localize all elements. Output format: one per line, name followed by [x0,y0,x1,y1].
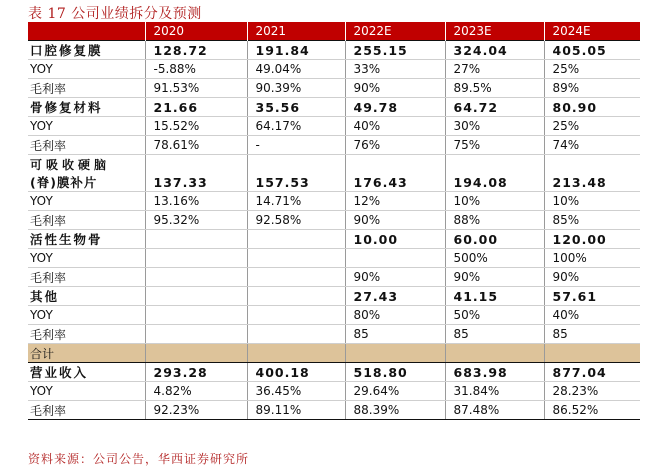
table-cell: 25% [544,117,640,136]
table-cell: 21.66 [145,98,247,117]
table-cell: 92.23% [145,401,247,420]
row-label: 毛利率 [28,79,145,98]
table-row [28,306,640,325]
table-cell: 90% [345,79,445,98]
table-row [28,211,640,230]
table-cell: 60.00 [445,230,544,249]
table-cell: 64.72 [445,98,544,117]
table-cell: 75% [445,136,544,155]
table-cell: 90% [345,268,445,287]
table-cell: 25% [544,60,640,79]
table-cell: 87.48% [445,401,544,420]
table-cell: 13.16% [145,192,247,211]
table-cell [145,287,247,306]
row-label: 其他 [28,287,145,306]
table-cell: 41.15 [445,287,544,306]
table-cell: 157.53 [247,173,345,192]
table-cell: 29.64% [345,382,445,401]
table-cell: 76% [345,136,445,155]
table-cell: 90% [445,268,544,287]
table-cell: 40% [544,306,640,325]
table-cell: 85 [445,325,544,344]
table-cell [145,325,247,344]
table-cell: 64.17% [247,117,345,136]
table-row [28,287,640,306]
table-cell: 10% [544,192,640,211]
table-cell: 88.39% [345,401,445,420]
table-cell: 33% [345,60,445,79]
earnings-forecast-table [28,22,640,420]
table-cell: 89% [544,79,640,98]
table-cell: 400.18 [247,363,345,382]
table-cell: 10% [445,192,544,211]
row-label: 毛利率 [28,211,145,230]
table-cell: 324.04 [445,41,544,60]
table-cell: 92.58% [247,211,345,230]
table-row [28,41,640,60]
table-cell [145,249,247,268]
table-cell: 80% [345,306,445,325]
source-note: 资料来源：公司公告，华西证券研究所 [28,452,250,466]
row-label: 合计 [28,344,145,363]
row-label: 毛利率 [28,325,145,344]
row-label: YOY [28,192,145,211]
table-cell: 89.5% [445,79,544,98]
table-cell [145,306,247,325]
table-cell: 74% [544,136,640,155]
table-cell: 27.43 [345,287,445,306]
row-label: 可吸收硬脑 [28,155,145,174]
table-row [28,173,640,192]
table-cell: 877.04 [544,363,640,382]
table-cell: 49.04% [247,60,345,79]
table-cell: 518.80 [345,363,445,382]
table-row [28,382,640,401]
table-cell [145,230,247,249]
table-cell [345,249,445,268]
header-row [28,22,640,41]
table-row [28,325,640,344]
table-cell: 500% [445,249,544,268]
row-label: YOY [28,249,145,268]
row-label: 营业收入 [28,363,145,382]
table-cell: 89.11% [247,401,345,420]
table-cell: 85% [544,211,640,230]
table-cell: 255.15 [345,41,445,60]
row-label: 毛利率 [28,401,145,420]
header-cell: 2022E [345,22,445,41]
table-cell: 90% [345,211,445,230]
table-cell: 85 [544,325,640,344]
table-cell: 90% [544,268,640,287]
table-row [28,60,640,79]
table-cell [247,155,345,174]
table-row [28,268,640,287]
row-label: YOY [28,306,145,325]
table-cell: 12% [345,192,445,211]
table-row [28,136,640,155]
table-cell: 86.52% [544,401,640,420]
header-cell: 2020 [145,22,247,41]
table-row [28,344,640,363]
table-cell [544,344,640,363]
table-cell [247,306,345,325]
table-cell: 30% [445,117,544,136]
table-cell: 293.28 [145,363,247,382]
table-row [28,401,640,420]
table-cell: 213.48 [544,173,640,192]
table-title: 表 17 公司业绩拆分及预测 [28,6,202,22]
table-cell: -5.88% [145,60,247,79]
table-cell [544,155,640,174]
table-cell: 405.05 [544,41,640,60]
header-cell: 2023E [445,22,544,41]
table-cell: 90.39% [247,79,345,98]
table-cell: 78.61% [145,136,247,155]
table-cell: 88% [445,211,544,230]
row-label: YOY [28,117,145,136]
table-cell [247,344,345,363]
table-row [28,79,640,98]
table-cell: 91.53% [145,79,247,98]
table-cell: 95.32% [145,211,247,230]
table-cell: 31.84% [445,382,544,401]
table-row [28,192,640,211]
row-label: 毛利率 [28,268,145,287]
table-cell: 100% [544,249,640,268]
table-cell: 36.45% [247,382,345,401]
table-cell: 15.52% [145,117,247,136]
header-cell: 2021 [247,22,345,41]
table-cell: 57.61 [544,287,640,306]
table-cell [445,344,544,363]
table-cell: 85 [345,325,445,344]
table-row [28,249,640,268]
table-cell: 10.00 [345,230,445,249]
table-cell: 120.00 [544,230,640,249]
table-row [28,363,640,382]
row-label: YOY [28,60,145,79]
table-cell [247,287,345,306]
row-label: YOY [28,382,145,401]
table-cell [247,249,345,268]
row-label: 口腔修复膜 [28,41,145,60]
table-row [28,98,640,117]
row-label: 活性生物骨 [28,230,145,249]
table-cell: 27% [445,60,544,79]
table-cell: 40% [345,117,445,136]
table-cell: 4.82% [145,382,247,401]
table-cell: 176.43 [345,173,445,192]
table-cell [247,325,345,344]
table-cell: 80.90 [544,98,640,117]
table-cell [445,155,544,174]
table-cell: 683.98 [445,363,544,382]
table-cell [145,155,247,174]
table-cell [145,268,247,287]
row-label: 毛利率 [28,136,145,155]
table-cell: - [247,136,345,155]
table-row [28,117,640,136]
table-cell: 191.84 [247,41,345,60]
table-cell [145,344,247,363]
table-cell: 194.08 [445,173,544,192]
table-row [28,155,640,174]
table-cell: 49.78 [345,98,445,117]
header-cell: 2024E [544,22,640,41]
table-cell [247,268,345,287]
table-cell: 128.72 [145,41,247,60]
table-body [28,41,640,420]
header-cell [28,22,145,41]
table-cell [345,155,445,174]
table-cell: 50% [445,306,544,325]
table-cell [345,344,445,363]
table-cell: 28.23% [544,382,640,401]
table-cell: 137.33 [145,173,247,192]
row-label: (脊)膜补片 [28,173,145,192]
row-label: 骨修复材料 [28,98,145,117]
table-cell [247,230,345,249]
table-row [28,230,640,249]
table-cell: 35.56 [247,98,345,117]
table-cell: 14.71% [247,192,345,211]
